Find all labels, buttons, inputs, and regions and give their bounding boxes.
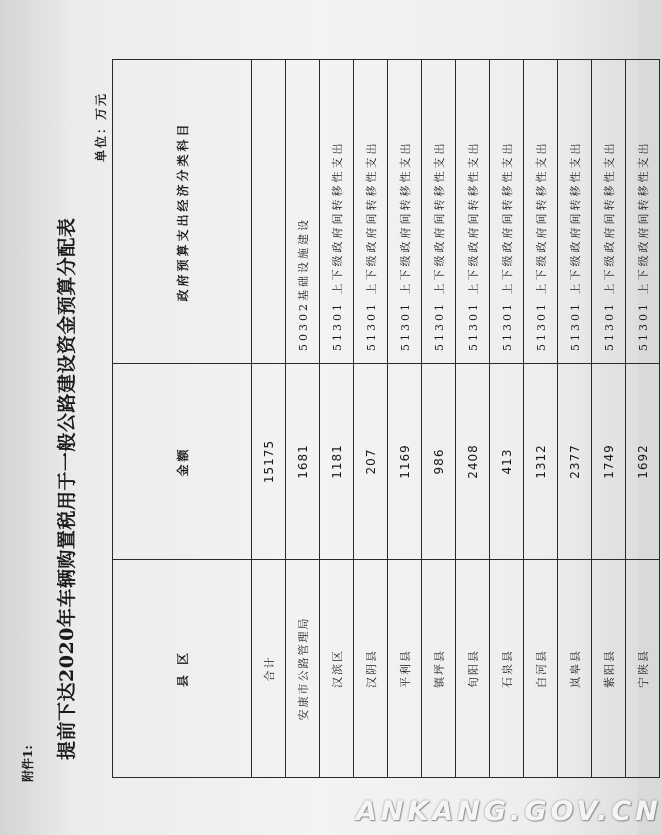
subject-cell: 51301 上下级政府间转移性支出	[626, 60, 660, 364]
amount-cell: 1169	[388, 364, 422, 560]
allocation-table	[112, 59, 660, 778]
header-subject: 政府预算支出经济分类科目	[113, 60, 252, 364]
subject-cell: 51301 上下级政府间转移性支出	[558, 60, 592, 364]
table-row	[388, 60, 422, 778]
subject-cell: 51301 上下级政府间转移性支出	[422, 60, 456, 364]
amount-cell: 1749	[592, 364, 626, 560]
subject-cell	[252, 60, 286, 364]
county-cell: 白河县	[524, 560, 558, 778]
county-cell: 石泉县	[490, 560, 524, 778]
table-row	[320, 60, 354, 778]
unit-label: 单位：万元	[94, 91, 108, 162]
table-row	[456, 60, 490, 778]
header-county: 县 区	[113, 560, 252, 778]
amount-cell: 207	[354, 364, 388, 560]
county-cell: 平利县	[388, 560, 422, 778]
amount-cell: 1312	[524, 364, 558, 560]
subject-cell: 51301 上下级政府间转移性支出	[524, 60, 558, 364]
table-row	[422, 60, 456, 778]
county-cell: 宁陕县	[626, 560, 660, 778]
table-row	[286, 60, 320, 778]
subject-cell: 51301 上下级政府间转移性支出	[354, 60, 388, 364]
amount-cell: 2377	[558, 364, 592, 560]
amount-cell: 413	[490, 364, 524, 560]
amount-cell: 1681	[286, 364, 320, 560]
attachment-label: 附件1:	[21, 745, 35, 782]
subject-cell: 50302基础设施建设	[286, 60, 320, 364]
table-row	[354, 60, 388, 778]
table-row	[558, 60, 592, 778]
header-amount: 金额	[113, 364, 252, 560]
table-row	[524, 60, 558, 778]
document-title: 提前下达2020年车辆购置税用于一般公路建设资金预算分配表	[56, 217, 78, 760]
subject-cell: 51301 上下级政府间转移性支出	[320, 60, 354, 364]
amount-cell: 1692	[626, 364, 660, 560]
table-body	[252, 60, 660, 778]
county-cell: 汉滨区	[320, 560, 354, 778]
subject-cell: 51301 上下级政府间转移性支出	[388, 60, 422, 364]
table-row	[252, 60, 286, 778]
table-row	[490, 60, 524, 778]
county-cell: 旬阳县	[456, 560, 490, 778]
county-cell: 汉阴县	[354, 560, 388, 778]
county-cell: 岚皋县	[558, 560, 592, 778]
amount-cell: 2408	[456, 364, 490, 560]
amount-cell: 1181	[320, 364, 354, 560]
county-cell: 合计	[252, 560, 286, 778]
county-cell: 镇坪县	[422, 560, 456, 778]
subject-cell: 51301 上下级政府间转移性支出	[456, 60, 490, 364]
county-cell: 安康市公路管理局	[286, 560, 320, 778]
subject-cell: 51301 上下级政府间转移性支出	[490, 60, 524, 364]
subject-cell: 51301 上下级政府间转移性支出	[592, 60, 626, 364]
amount-cell: 986	[422, 364, 456, 560]
county-cell: 紫阳县	[592, 560, 626, 778]
amount-cell: 15175	[252, 364, 286, 560]
site-watermark: ANKANG.GOV.CN	[356, 796, 662, 827]
table-header-row	[113, 60, 252, 778]
table-row	[592, 60, 626, 778]
table-row	[626, 60, 660, 778]
rotated-document	[18, 48, 650, 790]
